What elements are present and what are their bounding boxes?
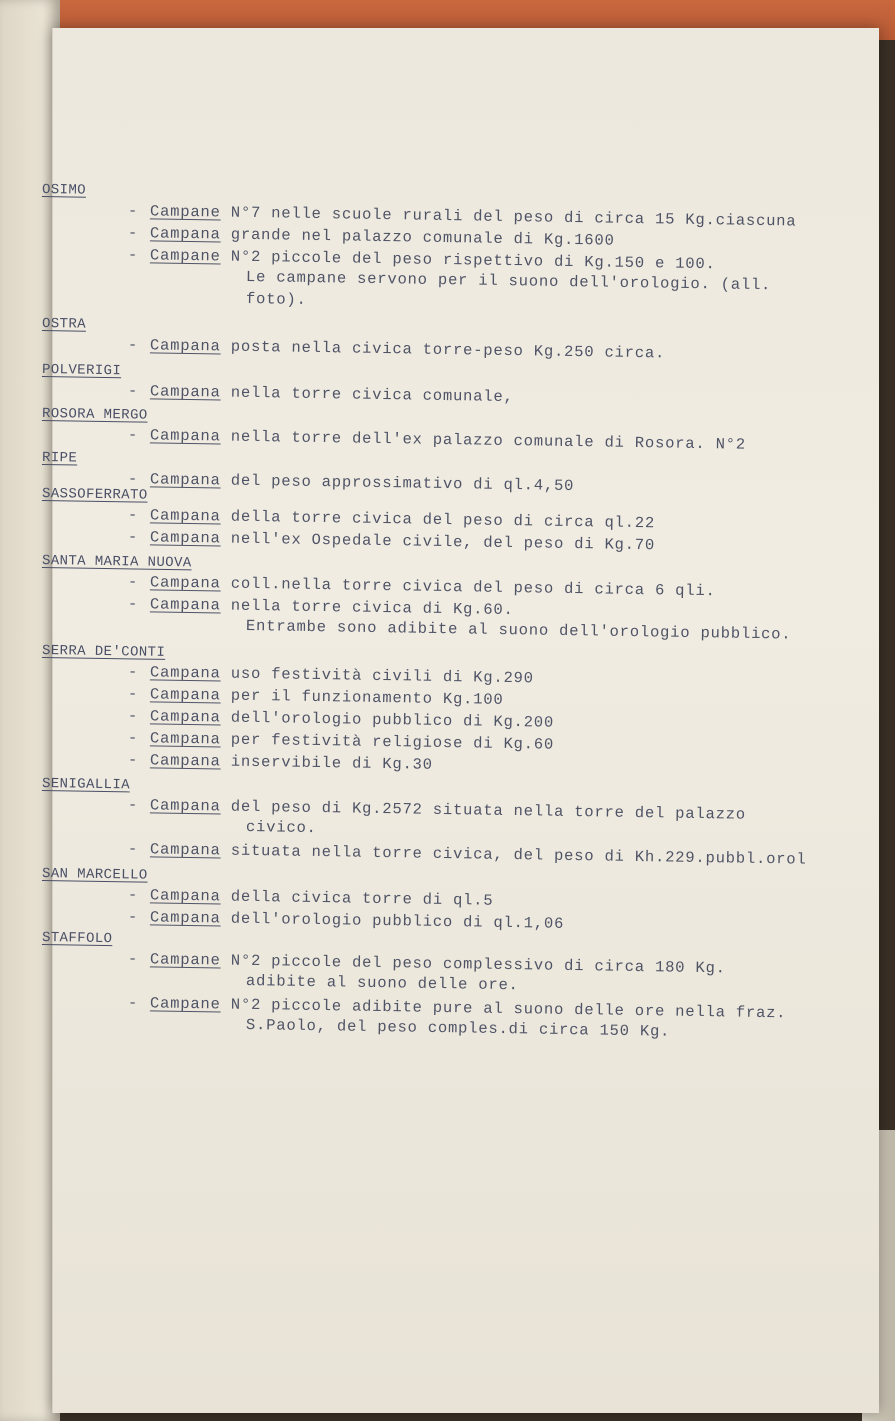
list-item <box>128 685 504 709</box>
item-label: Campana <box>149 426 221 446</box>
town-heading: SAN MARCELLO <box>41 866 148 884</box>
town-heading: STAFFOLO <box>41 930 113 948</box>
item-text: situata nella torre civica, del peso di Kh.229.pubbl.orol <box>230 841 807 869</box>
list-item <box>128 994 787 1022</box>
dash-marker: - <box>127 840 139 859</box>
town-heading: RIPE <box>41 450 78 467</box>
item-label: Campane <box>149 994 221 1014</box>
item-text: della civica torre di ql.5 <box>230 887 494 910</box>
item-text: della torre civica del peso di circa ql.22 <box>230 507 656 533</box>
dash-marker: - <box>127 426 139 445</box>
item-label: Campana <box>149 470 221 490</box>
item-label: Campana <box>149 729 221 749</box>
dash-marker: - <box>127 528 139 547</box>
town-heading: SERRA DE'CONTI <box>41 643 166 661</box>
item-label: Campana <box>149 707 221 727</box>
town-heading: SENIGALLIA <box>41 776 131 794</box>
list-item <box>128 382 514 406</box>
dash-marker: - <box>127 573 139 592</box>
item-text: del peso approssimativo di ql.4,50 <box>230 471 575 496</box>
dash-marker: - <box>127 336 139 355</box>
item-label: Campana <box>149 528 221 548</box>
town-heading: OSTRA <box>41 316 87 333</box>
town-heading: SASSOFERRATO <box>41 486 148 504</box>
item-text: nell'ex Ospedale civile, del peso di Kg.70 <box>230 529 656 555</box>
item-label: Campana <box>149 336 221 356</box>
town-heading: POLVERIGI <box>41 362 122 380</box>
item-label: Campana <box>149 685 221 705</box>
dash-marker: - <box>127 751 139 770</box>
list-item <box>128 426 746 454</box>
item-text: coll.nella torre civica del peso di circa 6 qli. <box>230 574 716 601</box>
list-item <box>128 470 575 495</box>
item-text: posta nella civica torre-peso Kg.250 circa. <box>230 337 666 363</box>
list-item <box>128 224 615 250</box>
list-item <box>128 908 564 933</box>
dash-marker: - <box>127 950 139 969</box>
dash-marker: - <box>127 224 139 243</box>
list-item <box>128 886 494 910</box>
list-item <box>128 729 554 754</box>
item-label: Campana <box>149 751 221 771</box>
item-label: Campana <box>149 663 221 683</box>
item-text: nella torre civica comunale, <box>230 383 514 407</box>
town-heading: SANTA MARIA NUOVA <box>41 553 192 572</box>
list-item <box>128 707 554 732</box>
dash-marker: - <box>127 707 139 726</box>
item-text: grande nel palazzo comunale di Kg.1600 <box>230 225 615 250</box>
item-text: N°2 piccole adibite pure al suono delle ore nella fraz. <box>230 995 787 1023</box>
list-item <box>128 528 655 554</box>
item-continuation: civico. <box>245 818 317 838</box>
item-label: Campane <box>149 202 221 222</box>
item-label: Campana <box>149 224 221 244</box>
dash-marker: - <box>127 595 139 614</box>
item-continuation: Le campane servono per il suono dell'orologio. (all. <box>245 268 772 295</box>
item-label: Campana <box>149 886 221 906</box>
item-label: Campana <box>149 908 221 928</box>
dash-marker: - <box>127 994 139 1013</box>
dash-marker: - <box>127 382 139 401</box>
item-continuation: adibite al suono delle ore. <box>245 972 519 995</box>
item-text: N°2 piccole del peso complessivo di circa 180 Kg. <box>230 951 726 978</box>
list-item <box>128 663 534 687</box>
town-heading: OSIMO <box>41 182 87 199</box>
item-text: N°2 piccole del peso rispettivo di Kg.150 e 100. <box>230 247 716 274</box>
item-continuation: S.Paolo, del peso comples.di circa 150 Kg. <box>245 1016 671 1041</box>
item-text: inservibile di Kg.30 <box>230 752 433 774</box>
item-continuation: Entrambe sono adibite al suono dell'orologio pubblico. <box>245 617 792 644</box>
dash-marker: - <box>127 506 139 525</box>
dash-marker: - <box>127 685 139 704</box>
item-text: dell'orologio pubblico di Kg.200 <box>230 708 555 732</box>
item-label: Campana <box>149 796 221 816</box>
item-text: del peso di Kg.2572 situata nella torre del palazzo <box>230 797 747 824</box>
item-label: Campane <box>149 246 221 266</box>
item-label: Campana <box>149 595 221 615</box>
item-label: Campana <box>149 840 221 860</box>
dash-marker: - <box>127 663 139 682</box>
list-item <box>128 796 746 824</box>
item-text: uso festività civili di Kg.290 <box>230 664 534 688</box>
item-label: Campane <box>149 950 221 970</box>
dash-marker: - <box>127 796 139 815</box>
item-text: N°7 nelle scuole rurali del peso di circa 15 Kg.ciascuna <box>230 203 797 231</box>
list-item <box>128 336 665 362</box>
dash-marker: - <box>127 908 139 927</box>
list-item <box>128 595 514 619</box>
item-text: per festività religiose di Kg.60 <box>230 730 555 754</box>
item-text: nella torre civica di Kg.60. <box>230 596 514 620</box>
list-item <box>128 840 807 869</box>
list-item <box>128 246 716 273</box>
item-text: per il funzionamento Kg.100 <box>230 686 504 709</box>
list-item <box>128 751 433 774</box>
item-text: nella torre dell'ex palazzo comunale di Rosora. N°2 <box>230 427 747 454</box>
dash-marker: - <box>127 886 139 905</box>
item-text: dell'orologio pubblico di ql.1,06 <box>230 909 565 933</box>
item-label: Campana <box>149 573 221 593</box>
list-item <box>128 950 726 977</box>
item-continuation: foto). <box>245 290 307 309</box>
dash-marker: - <box>127 202 139 221</box>
item-label: Campana <box>149 506 221 526</box>
town-heading: ROSORA MERGO <box>41 406 148 424</box>
dash-marker: - <box>127 246 139 265</box>
dash-marker: - <box>127 470 139 489</box>
dash-marker: - <box>127 729 139 748</box>
item-label: Campana <box>149 382 221 402</box>
